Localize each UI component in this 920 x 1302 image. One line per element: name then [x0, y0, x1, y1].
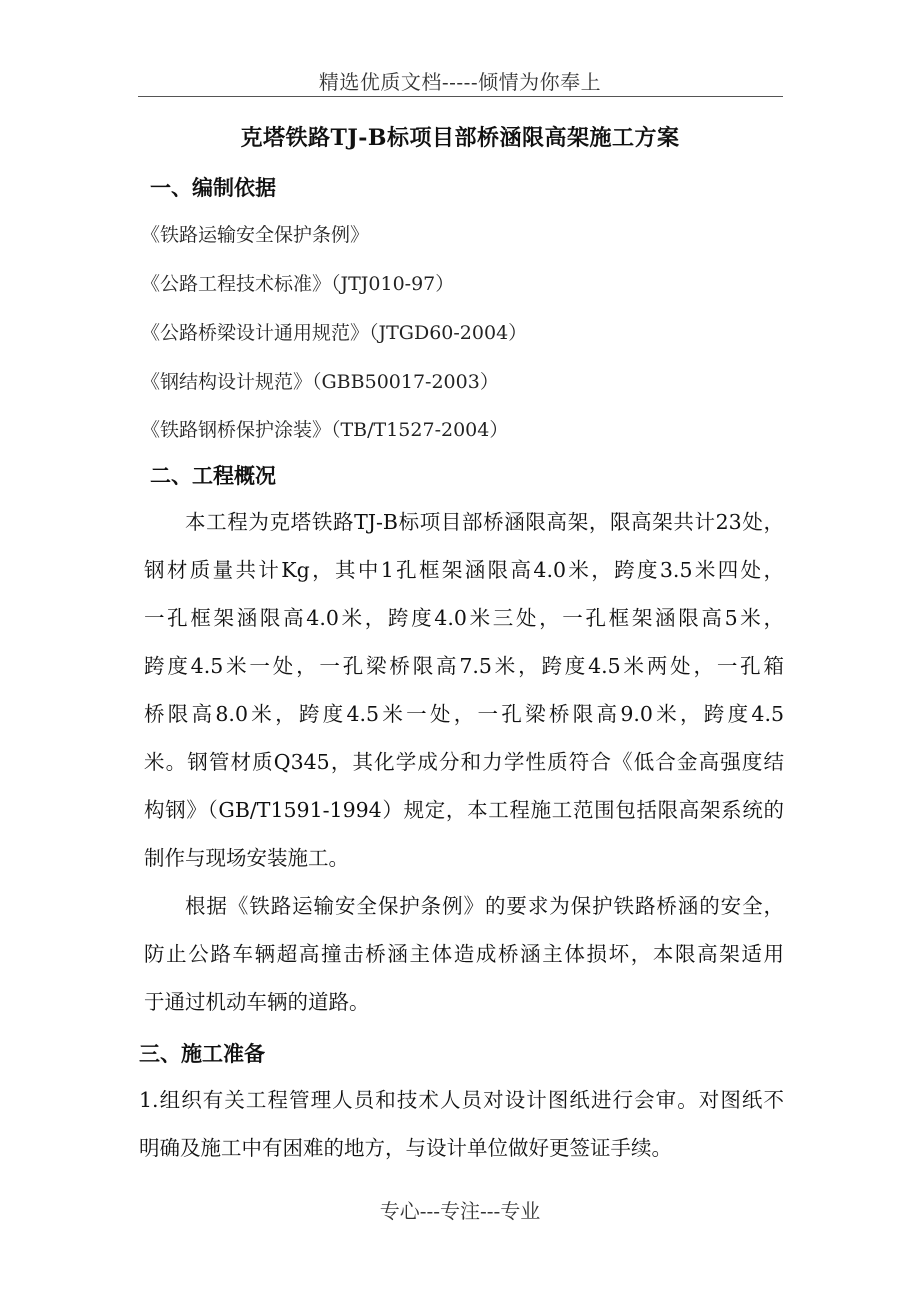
paragraph-line: 一孔框架涵限高4.0米，跨度4.0米三处，一孔框架涵限高5米， [144, 606, 784, 630]
reference-item: 《钢结构设计规范》（GBB50017-2003） [141, 371, 499, 393]
document-title: 克塔铁路TJ-B标项目部桥涵限高架施工方案 [240, 125, 680, 151]
paragraph-line: 桥限高8.0米，跨度4.5米一处，一孔梁桥限高9.0米，跨度4.5 [144, 702, 784, 726]
paragraph-line: 1.组织有关工程管理人员和技术人员对设计图纸进行会审。对图纸不 [139, 1088, 784, 1112]
reference-item: 《铁路钢桥保护涂装》（TB/T1527-2004） [141, 419, 509, 441]
overview-paragraph-2 [144, 882, 784, 1026]
reference-item: 《公路工程技术标准》（JTJ010-97） [141, 273, 455, 295]
paragraph-line: 构钢》（GB/T1591-1994）规定，本工程施工范围包括限高架系统的 [144, 798, 784, 822]
paragraph-line: 跨度4.5米一处，一孔梁桥限高7.5米，跨度4.5米两处，一孔箱 [144, 654, 784, 678]
paragraph-line: 根据《铁路运输安全保护条例》的要求为保护铁路桥涵的安全， [185, 894, 784, 918]
reference-item: 《公路桥梁设计通用规范》（JTGD60-2004） [141, 322, 528, 344]
section-heading-overview: 二、工程概况 [150, 463, 276, 488]
paragraph-line: 钢材质量共计Kg，其中1孔框架涵限高4.0米，跨度3.5米四处， [144, 558, 784, 582]
section-heading-basis: 一、编制依据 [150, 175, 276, 200]
section-heading-preparation: 三、施工准备 [139, 1041, 265, 1066]
paragraph-line: 于通过机动车辆的道路。 [144, 990, 370, 1014]
preparation-paragraph [139, 1076, 784, 1172]
paragraph-line: 防止公路车辆超高撞击桥涵主体造成桥涵主体损坏，本限高架适用 [144, 942, 784, 966]
page-header: 精选优质文档-----倾情为你奉上 [318, 70, 602, 94]
paragraph-line: 米。钢管材质Q345，其化学成分和力学性质符合《低合金高强度结 [144, 750, 784, 774]
reference-item: 《铁路运输安全保护条例》 [141, 224, 370, 246]
page-footer: 专心---专注---专业 [379, 1199, 541, 1223]
header-divider [138, 96, 783, 97]
paragraph-line: 本工程为克塔铁路TJ-B标项目部桥涵限高架，限高架共计23处， [185, 510, 784, 534]
paragraph-line: 明确及施工中有困难的地方，与设计单位做好更签证手续。 [139, 1136, 672, 1160]
paragraph-line: 制作与现场安装施工。 [144, 846, 349, 870]
overview-paragraph-1 [144, 498, 784, 882]
